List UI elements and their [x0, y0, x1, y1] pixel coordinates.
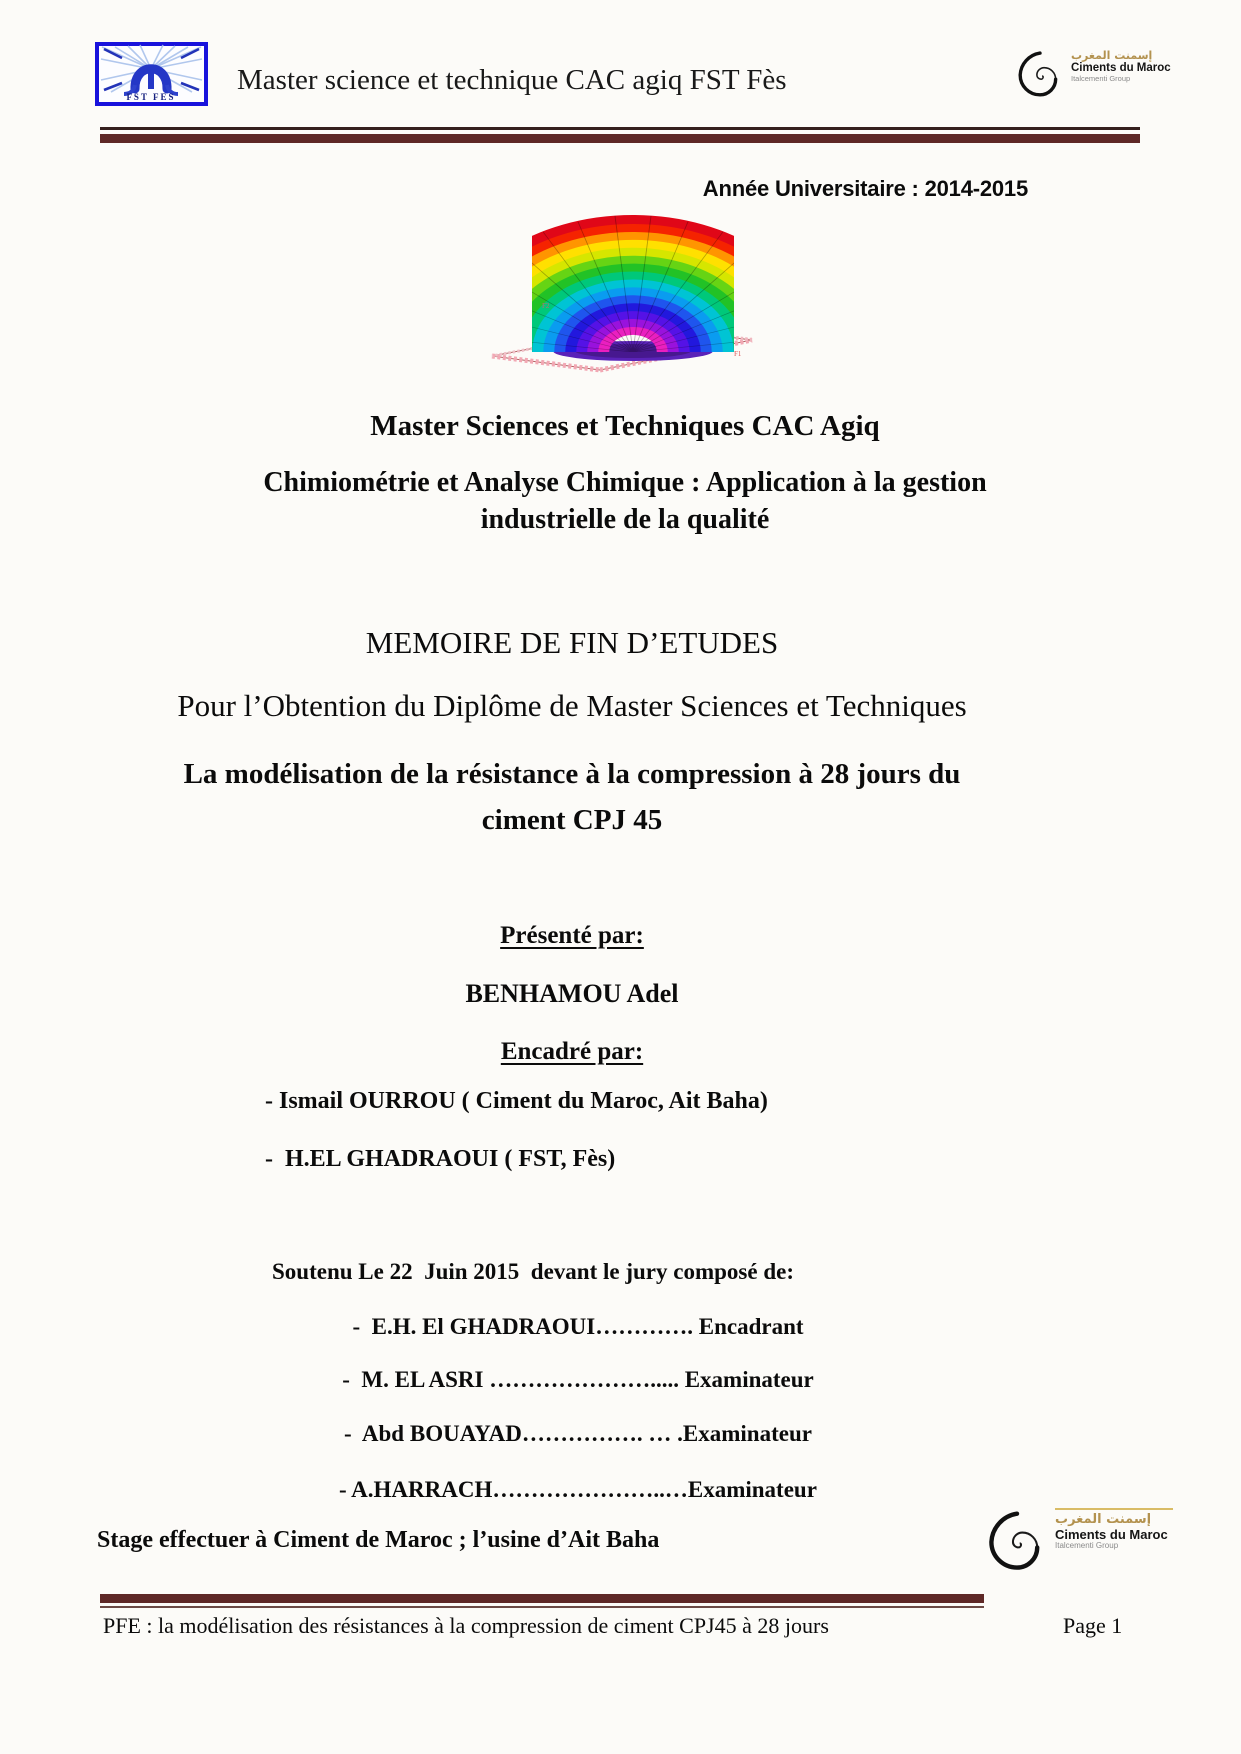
program-subtitle-line1: Chimiométrie et Analyse Chimique : Application à la gestion: [263, 467, 987, 498]
supervised-by-heading: [95, 1038, 1049, 1066]
brand-gold-line: [1055, 1508, 1173, 1510]
brand-name-text: Ciments du Maroc: [1055, 1526, 1168, 1542]
thesis-title-line2: ciment CPJ 45: [481, 804, 663, 836]
jury-member-row: - E.H. El GHADRAOUI…………. Encadrant: [352, 1314, 804, 1339]
plot-x-axis-label: F1: [734, 350, 742, 358]
thesis-title-line1: La modélisation de la résistance à la compression à 28 jours du: [183, 758, 961, 790]
presented-by-label: Présenté par:: [500, 922, 644, 949]
spiral-icon: [986, 1500, 1048, 1584]
defense-intro: Soutenu Le 22 Juin 2015 devant le jury composé de:: [272, 1259, 794, 1284]
program-title: Master Sciences et Techniques CAC Agiq: [370, 410, 880, 442]
header-rule-thick: [100, 134, 1140, 143]
fst-fes-logo: [95, 42, 208, 106]
program-subtitle-line2: industrielle de la qualité: [480, 504, 770, 535]
supervisor-item: - Ismail OURROU ( Ciment du Maroc, Ait Baha): [265, 1088, 768, 1114]
plot-y-axis-label: F2: [542, 302, 550, 310]
academic-year: Année Universitaire : 2014-2015: [702, 176, 1028, 201]
jury-member-row: - Abd BOUAYAD……………. … .Examinateur: [344, 1421, 812, 1446]
internship-note: Stage effectuer à Ciment de Maroc ; l’usine d’Ait Baha: [97, 1527, 660, 1553]
brand-group-text: Italcementi Group: [1055, 1541, 1119, 1551]
memoire-heading: MEMOIRE DE FIN D’ETUDES: [365, 625, 779, 660]
response-surface-plot: [470, 206, 760, 378]
brand-arabic-text: إسمنت المغرب: [1071, 49, 1153, 62]
plot-dome-surface: [470, 216, 760, 352]
supervisor-item: - H.EL GHADRAOUI ( FST, Fès): [265, 1146, 616, 1172]
brand-group-text: Italcementi Group: [1071, 74, 1131, 84]
diploma-line: Pour l’Obtention du Diplôme de Master Sciences et Techniques: [177, 688, 967, 723]
ciments-du-maroc-logo-bottom: [986, 1500, 1173, 1584]
thesis-title: [95, 751, 1049, 843]
supervised-by-label: Encadré par:: [500, 1038, 644, 1065]
fst-logo-caption: FST FES: [126, 92, 176, 102]
spiral-icon: [1016, 44, 1064, 106]
footer-rule-thick: [100, 1594, 984, 1603]
jury-member-row: - M. EL ASRI …………………..... Examinateur: [342, 1367, 814, 1392]
ciments-du-maroc-logo-top: [1016, 44, 1175, 106]
document-header-title: Master science et technique CAC agiq FST Fès: [237, 64, 787, 96]
brand-arabic-text: إسمنت المغرب: [1055, 1512, 1152, 1527]
footer-running-title: PFE : la modélisation des résistances à la compression de ciment CPJ45 à 28 jours: [103, 1613, 829, 1638]
footer-page-number: Page 1: [1063, 1613, 1123, 1638]
jury-member-row: - A.HARRACH…………………..…Examinateur: [339, 1477, 817, 1502]
header-rule-thin: [100, 127, 1140, 130]
author-name: BENHAMOU Adel: [465, 979, 679, 1008]
brand-name-text: Ciments du Maroc: [1071, 62, 1171, 75]
presented-by-heading: [95, 922, 1049, 950]
footer-rule-thin: [100, 1606, 984, 1608]
program-subtitle: [100, 464, 1150, 538]
